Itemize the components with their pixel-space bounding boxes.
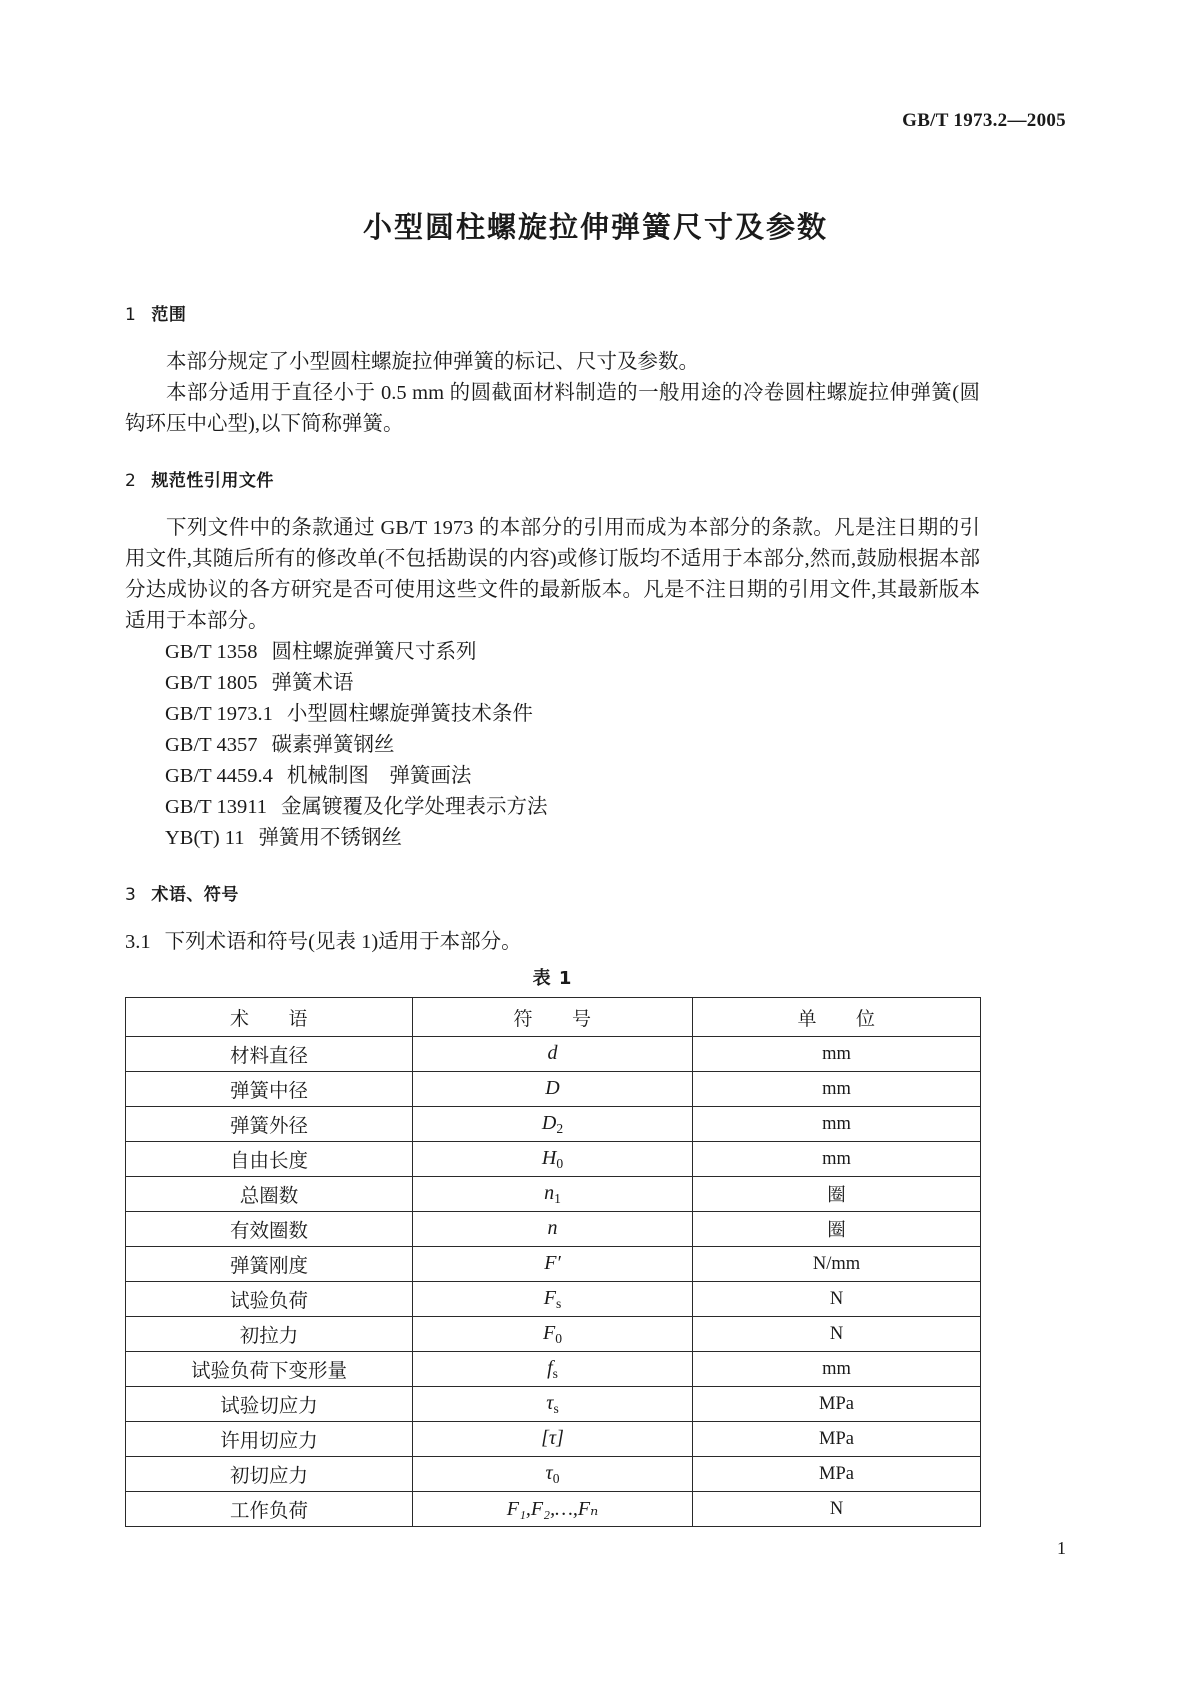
cell-term: 材料直径 bbox=[126, 1037, 413, 1072]
symbol-subscript: 0 bbox=[552, 1470, 560, 1486]
cell-term: 试验负荷下变形量 bbox=[126, 1352, 413, 1387]
cell-unit: mm bbox=[693, 1352, 981, 1387]
cell-unit: MPa bbox=[693, 1387, 981, 1422]
symbol-subscript: 0 bbox=[556, 1155, 564, 1171]
reference-code: GB/T 1805 bbox=[165, 672, 258, 694]
cell-symbol bbox=[413, 1352, 693, 1387]
table-caption: 表 1 bbox=[532, 968, 573, 989]
reference-code: YB(T) 11 bbox=[165, 827, 245, 849]
reference-code: GB/T 4459.4 bbox=[165, 765, 273, 787]
document-body bbox=[125, 300, 980, 1527]
column-header-unit: 单 位 bbox=[693, 998, 981, 1037]
cell-unit: N bbox=[693, 1282, 981, 1317]
table-row bbox=[126, 1282, 981, 1317]
cell-term: 自由长度 bbox=[126, 1142, 413, 1177]
table-row bbox=[126, 1037, 981, 1072]
table-row bbox=[126, 1317, 981, 1352]
cell-unit: mm bbox=[693, 1072, 981, 1107]
cell-symbol bbox=[413, 1457, 693, 1492]
subclause-3-1 bbox=[125, 927, 980, 958]
reference-title: 金属镀覆及化学处理表示方法 bbox=[280, 796, 548, 818]
symbol-subscript: s bbox=[552, 1365, 558, 1381]
reference-title: 小型圆柱螺旋弹簧技术条件 bbox=[286, 703, 533, 725]
symbol-base: D bbox=[541, 1111, 557, 1134]
list-item bbox=[125, 761, 980, 792]
table-row bbox=[126, 1352, 981, 1387]
symbol-base: F′ bbox=[544, 1251, 561, 1274]
list-item bbox=[125, 637, 980, 668]
symbol-base: τ bbox=[546, 1391, 554, 1414]
cell-term: 总圈数 bbox=[126, 1177, 413, 1212]
symbol-base: F bbox=[543, 1286, 556, 1309]
cell-symbol bbox=[413, 1247, 693, 1282]
cell-unit: N/mm bbox=[693, 1247, 981, 1282]
page-number: 1 bbox=[1057, 1538, 1066, 1558]
symbol-base: F₁,F₂,…,Fₙ bbox=[506, 1497, 599, 1520]
running-header bbox=[902, 110, 1066, 132]
cell-symbol bbox=[413, 1107, 693, 1142]
cell-unit: MPa bbox=[693, 1422, 981, 1457]
symbol-subscript: 0 bbox=[555, 1330, 562, 1346]
reference-code: GB/T 1973.1 bbox=[165, 703, 273, 725]
table-row bbox=[126, 1212, 981, 1247]
reference-title: 机械制图 弹簧画法 bbox=[286, 765, 472, 787]
cell-unit: MPa bbox=[693, 1457, 981, 1492]
table-row bbox=[126, 1247, 981, 1282]
cell-unit: N bbox=[693, 1492, 981, 1527]
cell-symbol bbox=[413, 1212, 693, 1247]
reference-title: 碳素弹簧钢丝 bbox=[271, 734, 395, 756]
cell-symbol bbox=[413, 1282, 693, 1317]
symbol-base: f bbox=[547, 1356, 553, 1379]
cell-unit: mm bbox=[693, 1107, 981, 1142]
clause-heading-1 bbox=[125, 300, 980, 325]
normative-references-list bbox=[125, 637, 980, 854]
clause2-paragraph-1: 下列文件中的条款通过 GB/T 1973 的本部分的引用而成为本部分的条款。凡是注日期的引用文件,其随后所有的修改单(不包括勘误的内容)或修订版均不适用于本部分,然而,鼓励根据本部分达成协议的各方研究是否可使用这些文件的最新版本。凡是不注日期的引用文件,其最新版本适用于本部分。 bbox=[125, 517, 980, 632]
clause-heading-2 bbox=[125, 466, 980, 491]
cell-unit: 圈 bbox=[693, 1177, 981, 1212]
cell-unit: mm bbox=[693, 1037, 981, 1072]
table-header-row bbox=[126, 998, 981, 1037]
reference-title: 弹簧术语 bbox=[271, 672, 354, 694]
reference-title: 圆柱螺旋弹簧尺寸系列 bbox=[271, 641, 477, 663]
subclause-number: 3.1 bbox=[125, 931, 151, 953]
symbol-base: F bbox=[542, 1321, 556, 1344]
table-row bbox=[126, 1072, 981, 1107]
cell-unit: 圈 bbox=[693, 1212, 981, 1247]
symbol-base: n bbox=[547, 1216, 558, 1239]
cell-term: 工作负荷 bbox=[126, 1492, 413, 1527]
list-item bbox=[125, 730, 980, 761]
cell-symbol bbox=[413, 1387, 693, 1422]
cell-symbol bbox=[413, 1142, 693, 1177]
terms-and-symbols-table bbox=[125, 997, 981, 1527]
subclause-text: 下列术语和符号(见表 1)适用于本部分。 bbox=[164, 931, 522, 953]
symbol-base: D bbox=[545, 1076, 560, 1099]
cell-term: 试验负荷 bbox=[126, 1282, 413, 1317]
cell-symbol bbox=[413, 1317, 693, 1352]
cell-term: 弹簧中径 bbox=[126, 1072, 413, 1107]
list-item bbox=[125, 668, 980, 699]
page-title: 小型圆柱螺旋拉伸弹簧尺寸及参数 bbox=[362, 210, 828, 244]
cell-term: 初切应力 bbox=[126, 1457, 413, 1492]
column-header-term: 术 语 bbox=[126, 998, 413, 1037]
symbol-base: d bbox=[547, 1041, 558, 1064]
table-row bbox=[126, 1492, 981, 1527]
reference-code: GB/T 13911 bbox=[165, 796, 267, 818]
cell-term: 试验切应力 bbox=[126, 1387, 413, 1422]
cell-term: 弹簧外径 bbox=[126, 1107, 413, 1142]
table-row bbox=[126, 1177, 981, 1212]
cell-term: 许用切应力 bbox=[126, 1422, 413, 1457]
symbol-base: n bbox=[544, 1181, 555, 1204]
table-row bbox=[126, 1142, 981, 1177]
symbol-base: τ bbox=[545, 1461, 553, 1484]
reference-code: GB/T 4357 bbox=[165, 734, 258, 756]
cell-symbol bbox=[413, 1072, 693, 1107]
list-item bbox=[125, 792, 980, 823]
table-row bbox=[126, 1457, 981, 1492]
clause-title-2: 规范性引用文件 bbox=[151, 471, 274, 491]
cell-term: 有效圈数 bbox=[126, 1212, 413, 1247]
table-row bbox=[126, 1387, 981, 1422]
clause-title-1: 范围 bbox=[151, 305, 187, 325]
reference-title: 弹簧用不锈钢丝 bbox=[258, 827, 403, 849]
cell-term: 弹簧刚度 bbox=[126, 1247, 413, 1282]
column-header-symbol: 符 号 bbox=[413, 998, 693, 1037]
cell-symbol bbox=[413, 1037, 693, 1072]
standard-number: GB/T 1973.2—2005 bbox=[902, 110, 1066, 131]
clause1-paragraph-1: 本部分规定了小型圆柱螺旋拉伸弹簧的标记、尺寸及参数。 bbox=[166, 351, 699, 373]
symbol-subscript: s bbox=[553, 1400, 559, 1416]
cell-symbol bbox=[413, 1177, 693, 1212]
clause-number-1: 1 bbox=[125, 305, 137, 325]
list-item bbox=[125, 823, 980, 854]
symbol-subscript: s bbox=[555, 1295, 562, 1311]
cell-symbol bbox=[413, 1422, 693, 1457]
cell-unit: N bbox=[693, 1317, 981, 1352]
clause1-paragraph-2: 本部分适用于直径小于 0.5 mm 的圆截面材料制造的一般用途的冷卷圆柱螺旋拉伸弹簧(圆钩环压中心型),以下简称弹簧。 bbox=[125, 382, 980, 435]
clause-title-3: 术语、符号 bbox=[151, 885, 239, 905]
table-row bbox=[126, 1422, 981, 1457]
symbol-subscript: 2 bbox=[556, 1120, 564, 1136]
symbol-base: [τ] bbox=[541, 1426, 564, 1449]
cell-symbol bbox=[413, 1492, 693, 1527]
clause-heading-3 bbox=[125, 880, 980, 905]
clause-number-3: 3 bbox=[125, 885, 137, 905]
table-row bbox=[126, 1107, 981, 1142]
list-item bbox=[125, 699, 980, 730]
clause-number-2: 2 bbox=[125, 471, 137, 491]
symbol-subscript: 1 bbox=[554, 1190, 561, 1206]
reference-code: GB/T 1358 bbox=[165, 641, 258, 663]
cell-term: 初拉力 bbox=[126, 1317, 413, 1352]
cell-unit: mm bbox=[693, 1142, 981, 1177]
symbol-base: H bbox=[541, 1146, 557, 1169]
